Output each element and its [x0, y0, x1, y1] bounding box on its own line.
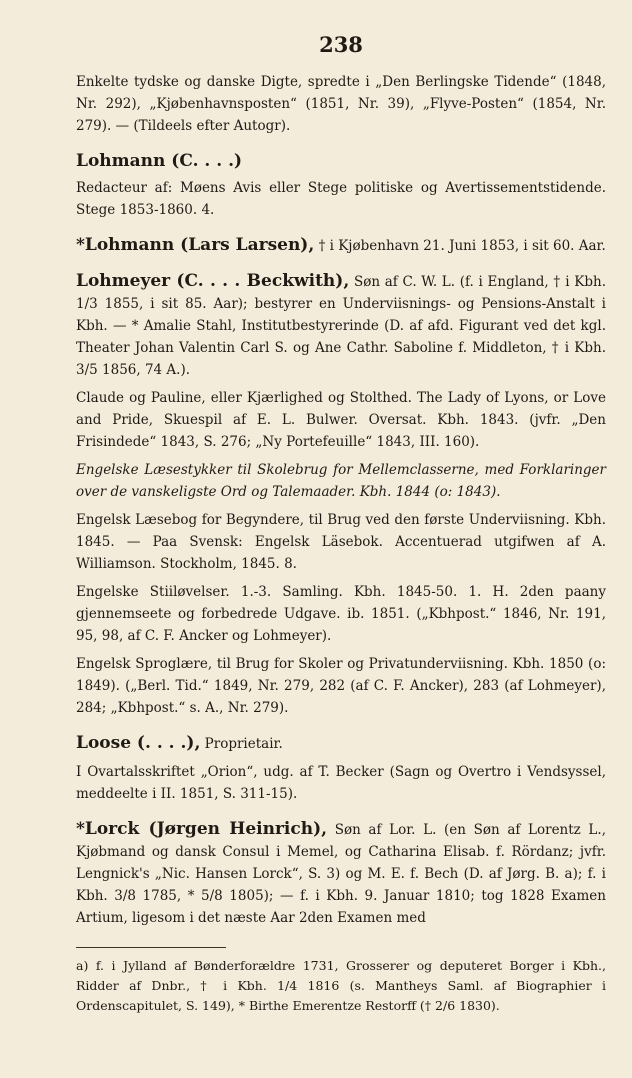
entry-paragraph: Claude og Pauline, eller Kjærlighed og Stolthed. The Lady of Lyons, or Love and Pride, Skuespil af E. L. Bulwer. Oversat. Kbh. 1843. (jvfr. „Den Frisindede“ 1843, S. 276; „Ny Portefeuille“ 1843, III. 160). — [76, 390, 606, 450]
entry-heading-line — [76, 731, 606, 755]
entry-heading-tail: Proprietair. — [200, 736, 283, 752]
entry-heading-line — [76, 817, 606, 929]
intro-paragraph: Enkelte tydske og danske Digte, spredte i „Den Berlingske Tidende“ (1848, Nr. 292), „Kjøbenhavnsposten“ (1851, Nr. 39), „Flyve-Posten“ (1854, Nr. 279). — (Tildeels efter Autogr). — [76, 74, 606, 134]
footnote: a) f. i Jylland af Bønderforældre 1731, Grosserer og deputeret Borger i Kbh., Ridder af Dnbr., † i Kbh. 1/4 1816 (s. Mantheys Saml. af Biographier i Ordenscapitulet, S. 149), * Birthe Emerentze Restorff († 2/6 1830). — [76, 958, 606, 1013]
entry-heading: *Lohmann (Lars Larsen), — [76, 235, 315, 255]
entry-paragraph: Engelsk Læsebog for Begyndere, til Brug ved den første Underviisning. Kbh. 1845. — Paa Svensk: Engelsk Läsebok. Accentuerad utgifwen af A. Williamson. Stockholm, 1845. 8. — [76, 512, 606, 572]
entry-lohmann-lars — [76, 233, 606, 257]
entry-paragraph: I Ovartalsskriftet „Orion“, udg. af T. Becker (Sagn og Overtro i Vendsyssel, meddeelte i II. 1851, S. 311-15). — [76, 764, 606, 802]
footnote-separator — [76, 947, 226, 948]
entry-lohmann-c — [76, 149, 606, 221]
entry-heading: Lohmeyer (C. . . . Beckwith), — [76, 271, 350, 291]
entry-heading-tail: Søn af Lor. L. (en Søn af Lorentz L., Kjøbmand og dansk Consul i Memel, og Catharina Elisab. f. Rördanz; jvfr. Lengnick's „Nic. Hansen Lorck“, S. 3) og M. E. f. Bech (D. af Jørg. B. a); f. i Kbh. 3/8 1785, * 5/8 1805); — f. i Kbh. 9. Januar 1810; tog 1828 Examen Artium, ligesom i det næste Aar 2den Examen med — [76, 822, 606, 926]
entry-heading: *Lorck (Jørgen Heinrich), — [76, 819, 328, 839]
entry-heading-tail: † i Kjøbenhavn 21. Juni 1853, i sit 60. Aar. — [314, 238, 606, 254]
entry-heading: Loose (. . . .), — [76, 733, 201, 753]
page-number: 238 — [319, 32, 363, 57]
entry-lohmeyer — [76, 269, 606, 719]
entry-heading-line — [76, 233, 606, 257]
entry-paragraph: Engelsk Sproglære, til Brug for Skoler og Privatunderviisning. Kbh. 1850 (o: 1849). („Berl. Tid.“ 1849, Nr. 279, 282 (af C. F. Ancker), 283 (af Lohmeyer), 284; „Kbhpost.“ s. A., Nr. 279). — [76, 656, 606, 716]
entry-lorck — [76, 817, 606, 929]
entry-paragraph: Engelske Stiiløvelser. 1.-3. Samling. Kbh. 1845-50. 1. H. 2den paany gjennemseete og forbedrede Udgave. ib. 1851. („Kbhpost.“ 1846, Nr. 191, 95, 98, af C. F. Ancker og Lohmeyer). — [76, 584, 606, 644]
entry-intro — [76, 71, 606, 137]
entry-heading-tail: Søn af C. W. L. (f. i England, † i Kbh. 1/3 1855, i sit 85. Aar); bestyrer en Underviisnings- og Pensions-Anstalt i Kbh. — * Amalie Stahl, Institutbestyrerinde (D. af afd. Figurant ved det kgl. Theater Johan Valentin Carl S. og Ane Cathr. Saboline f. Middleton, † i Kbh. 3/5 1856, 74 A.). — [76, 274, 606, 378]
entry-paragraph: Engelske Læsestykker til Skolebrug for Mellemclasserne, med Forklaringer over de vanskeligste Ord og Talemaader. Kbh. 1844 (o: 1843). — [76, 462, 606, 500]
entry-loose — [76, 731, 606, 805]
entry-heading: Lohmann (C. . . .) — [76, 151, 243, 171]
entry-paragraph: Redacteur af: Møens Avis eller Stege politiske og Avertissementstidende. Stege 1853-1860. 4. — [76, 180, 606, 218]
entry-heading-line — [76, 269, 606, 381]
